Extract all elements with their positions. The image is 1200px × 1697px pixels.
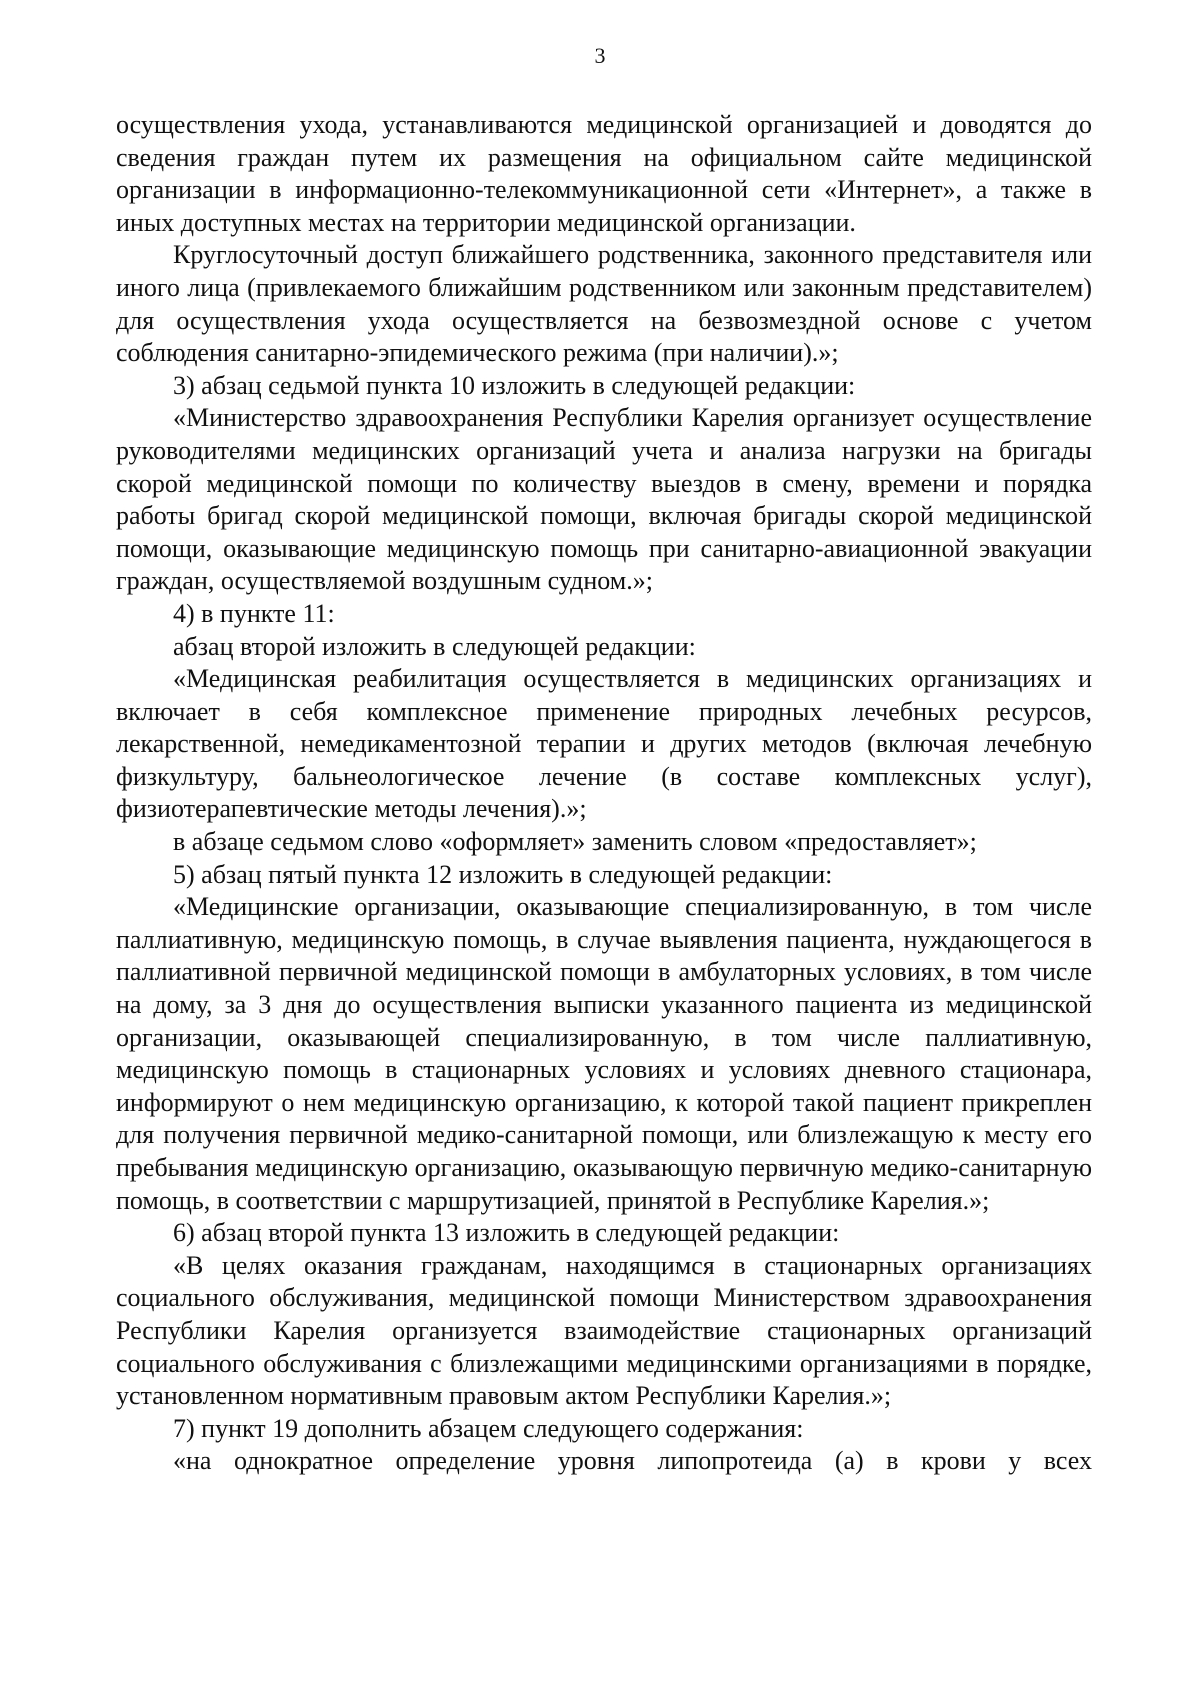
paragraph-ambulance-workload: «Министерство здравоохранения Республики Карелия организует осуществление руководителями медицинских организаций учета и анализа нагрузки на бригады скорой медицинской помощи по количеству выездов в смену, времени и порядка работы бригад скорой медицинской помощи, включая бригады скорой медицинской помощи, оказывающие медицинскую помощь при санитарно-авиационной эвакуации граждан, осуществляемой воздушным судном.»; <box>116 403 1092 596</box>
paragraph-word-replacement: в абзаце седьмом слово «оформляет» заменить словом «предоставляет»; <box>173 827 977 857</box>
page-number: 3 <box>594 43 606 68</box>
paragraph-round-the-clock-access: Круглосуточный доступ ближайшего родственника, законного представителя или иного лица (привлекаемого ближайшим родственником или законным представителем) для осуществления ухода осуществляется на безвозмездной основе с учетом соблюдения санитарно-эпидемического режима (при наличии).»; <box>116 240 1092 368</box>
paragraph-lipoprotein-test: «на однократное определение уровня липопротеида (а) в крови у всех <box>173 1446 1092 1476</box>
paragraph-item-6-heading: 6) абзац второй пункта 13 изложить в следующей редакции: <box>173 1218 840 1248</box>
document-body <box>116 109 1092 1478</box>
paragraph-palliative-care: «Медицинские организации, оказывающие специализированную, в том числе паллиативную, медицинскую помощь, в случае выявления пациента, нуждающегося в паллиативной первичной медицинской помощи в амбулаторных условиях, в том числе на дому, за 3 дня до осуществления выписки указанного пациента из медицинской организации, оказывающей специализированную, в том числе паллиативную, медицинскую помощь в стационарных условиях и условиях дневного стационара, информируют о нем медицинскую организацию, к которой такой пациент прикреплен для получения первичной медико-санитарной помощи, или близлежащую к месту его пребывания медицинскую организацию, оказывающую первичную медико-санитарную помощь, в соответствии с маршрутизацией, принятой в Республике Карелия.»; <box>116 892 1092 1215</box>
paragraph-item-4-heading: 4) в пункте 11: <box>173 598 335 628</box>
paragraph-item-7-heading: 7) пункт 19 дополнить абзацем следующего содержания: <box>173 1413 804 1443</box>
paragraph-social-service-organizations: «В целях оказания гражданам, находящимся в стационарных организациях социального обслуживания, медицинской помощи Министерством здравоохранения Республики Карелия организуется взаимодействие стационарных организаций социального обслуживания с близлежащими медицинскими организациями в порядке, установленном нормативным правовым актом Республики Карелия.»; <box>116 1250 1092 1411</box>
paragraph-item-3-heading: 3) абзац седьмой пункта 10 изложить в следующей редакции: <box>173 370 856 400</box>
paragraph-item-5-heading: 5) абзац пятый пункта 12 изложить в следующей редакции: <box>173 859 833 889</box>
paragraph-care-arrangements: осуществления ухода, устанавливаются медицинской организацией и доводятся до сведения граждан путем их размещения на официальном сайте медицинской организации в информационно-телекоммуникационной сети «Интернет», а также в иных доступных местах на территории медицинской организации. <box>116 110 1092 237</box>
paragraph-item-4-subheading: абзац второй изложить в следующей редакции: <box>173 631 696 661</box>
paragraph-medical-rehabilitation: «Медицинская реабилитация осуществляется в медицинских организациях и включает в себя комплексное применение природных лечебных ресурсов, лекарственной, немедикаментозной терапии и других методов (включая лечебную физкультуру, бальнеологическое лечение (в составе комплексных услуг), физиотерапевтические методы лечения).»; <box>116 664 1092 824</box>
